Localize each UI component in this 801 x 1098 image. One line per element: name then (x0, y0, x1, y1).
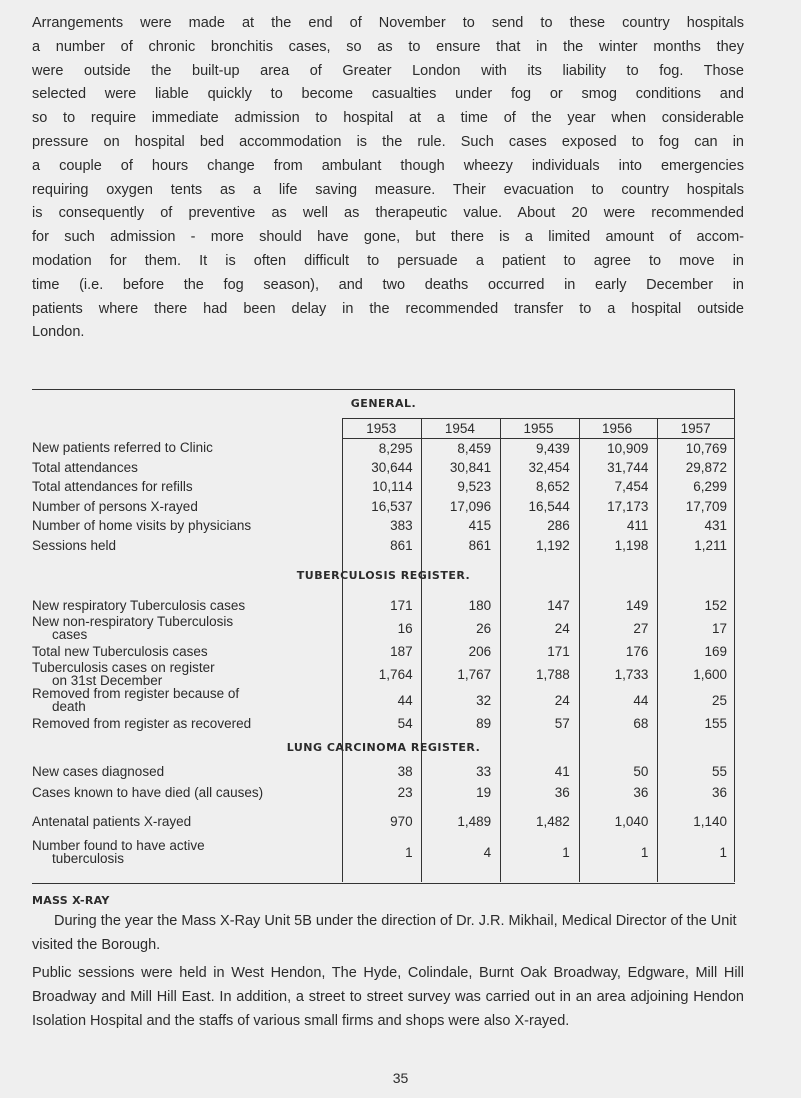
table-cell: 171 (390, 597, 413, 613)
table-cell: 1 (405, 844, 413, 860)
row-label: Total new Tuberculosis cases (32, 643, 208, 659)
table-cell: 10,769 (685, 440, 727, 456)
table-cell: 383 (390, 518, 413, 534)
table-cell: 7,454 (614, 479, 649, 495)
intro-paragraph-line: selected were liable quickly to become casualties under fog or smog conditions and (32, 86, 744, 103)
row-label: Total attendances for refills (32, 479, 193, 495)
intro-paragraph-line: modation for them. It is often difficult to persuade a patient to agree to move in (32, 252, 744, 269)
intro-paragraph-line: requiring oxygen tents as a life saving measure. Their evacuation to country hospitals (32, 181, 744, 198)
table-cell: 9,523 (457, 479, 492, 495)
table-cell: 38 (397, 764, 413, 779)
table-cell: 415 (468, 518, 492, 534)
table-cell: 206 (468, 643, 492, 659)
table-cell: 1 (562, 844, 570, 860)
table-cell: 36 (711, 785, 727, 800)
table-cell: 57 (554, 715, 570, 731)
table-cell: 1,733 (614, 666, 649, 682)
intro-paragraph-line: is consequently of preventive as well as therapeutic value. About 20 were recommended (32, 205, 744, 222)
table-cell: 26 (476, 620, 492, 636)
table-cell: 1,040 (614, 813, 649, 829)
table-cell: 970 (390, 813, 413, 829)
table-cell: 8,295 (378, 440, 413, 456)
row-label: New patients referred to Clinic (32, 440, 213, 456)
table-cell: 44 (397, 692, 413, 708)
row-label: Removed from register because of death (32, 686, 240, 714)
row-label: Antenatal patients X-rayed (32, 813, 192, 829)
table-cell: 1 (640, 844, 649, 860)
year-header: 1953 (342, 418, 421, 438)
table-cell: 1,211 (694, 537, 727, 553)
table-cell: 55 (711, 764, 727, 779)
table-cell: 171 (547, 643, 570, 659)
table-cell: 17,173 (607, 498, 649, 514)
mass-xray-heading: MASS X-RAY (32, 894, 110, 907)
section-heading: LUNG CARCINOMA REGISTER. (286, 740, 481, 754)
table-cell: 861 (468, 537, 492, 553)
table-cell: 23 (397, 785, 413, 800)
table-cell: 1,198 (614, 537, 649, 553)
intro-paragraph-line: Arrangements were made at the end of November to send to these country hospitals (32, 15, 744, 31)
table-row (32, 839, 735, 865)
year-header: 1956 (578, 418, 657, 438)
table-row (32, 687, 735, 713)
table-cell: 187 (390, 643, 413, 659)
intro-paragraph-line: time (i.e. before the fog season), and two deaths occurred in early December in (32, 276, 744, 293)
table-cell: 152 (704, 597, 727, 613)
table-cell: 147 (547, 597, 570, 613)
table-cell: 10,114 (372, 479, 413, 495)
table-cell: 30,644 (371, 459, 413, 475)
row-label: Removed from register as recovered (32, 715, 252, 731)
statistics-table-frame (32, 389, 735, 884)
table-cell: 32 (476, 692, 492, 708)
table-cell: 32,454 (528, 459, 570, 475)
table-cell: 19 (476, 785, 492, 800)
table-cell: 9,439 (535, 440, 570, 456)
intro-paragraph-line: a number of chronic bronchitis cases, so as to ensure that in the winter months they (32, 38, 744, 55)
table-cell: 8,652 (535, 479, 570, 495)
table-row (32, 782, 735, 803)
table-cell: 8,459 (457, 440, 492, 456)
table-cell: 4 (483, 844, 492, 860)
year-header-row (32, 418, 735, 438)
table-row (32, 641, 735, 661)
table-cell: 169 (704, 643, 727, 659)
table-cell: 1,788 (535, 666, 570, 682)
table-cell: 286 (547, 518, 570, 534)
table-cell: 149 (625, 597, 649, 613)
table-cell: 31,744 (607, 459, 649, 475)
table-cell: 180 (468, 597, 492, 613)
section-heading-row (32, 733, 735, 761)
intro-paragraph (32, 12, 744, 345)
table-cell: 41 (554, 764, 570, 779)
table-cell: 36 (633, 785, 649, 800)
table-cell: 6,299 (693, 479, 727, 495)
row-label: New non-respiratory Tuberculosis cases (32, 614, 234, 642)
table-cell: 89 (476, 715, 492, 731)
table-cell: 1,140 (693, 813, 727, 829)
table-cell: 1,600 (693, 666, 727, 682)
intro-paragraph-line: patients where there had been delay in the recommended transfer to a hospital outside (32, 300, 744, 317)
table-cell: 17,709 (685, 498, 727, 514)
intro-paragraph-line: so to require immediate admission to hospital at a time of the year when considerable (32, 110, 744, 127)
table-cell: 155 (704, 715, 727, 731)
table-cell: 27 (633, 620, 649, 636)
intro-paragraph-line: pressure on hospital bed accommodation is the rule. Such cases exposed to fog can in (32, 133, 744, 150)
table-cell: 54 (397, 715, 413, 731)
intro-paragraph-line: London. (32, 324, 85, 341)
row-label: Number found to have active tuberculosis (32, 838, 205, 866)
table-cell: 44 (633, 692, 649, 708)
table-cell: 1,489 (457, 813, 492, 829)
table-cell: 17,096 (449, 498, 492, 514)
row-label: Number of persons X-rayed (32, 498, 198, 514)
table-cell: 431 (704, 518, 727, 534)
table-cell: 16,544 (528, 498, 570, 514)
table-cell: 10,909 (607, 440, 649, 456)
table-cell: 25 (711, 692, 727, 708)
intro-paragraph-line: a couple of hours change from ambulant though wheezy individuals into emergencies (32, 157, 744, 174)
section-heading: GENERAL. (350, 397, 417, 411)
table-row (32, 458, 735, 478)
table-cell: 176 (625, 643, 649, 659)
table-row (32, 803, 735, 839)
mass-xray-paragraph-2: Public sessions were held in West Hendon, The Hyde, Colindale, Burnt Oak Broadway, Edgware, Mill Hill Broadway and Mill Hill East. In addition, a street to street survey was carried out in an area adjoining Hendon Isolation Hospital and the staffs of various small firms and shops were also X-rayed. (32, 965, 744, 1029)
table-cell: 68 (633, 715, 649, 731)
table-row (32, 516, 735, 536)
table-row (32, 615, 735, 641)
table-row (32, 497, 735, 517)
table-cell: 1,482 (535, 813, 570, 829)
table-cell: 16 (397, 620, 413, 636)
row-label: New cases diagnosed (32, 764, 165, 779)
table-cell: 36 (554, 785, 570, 800)
year-header: 1954 (421, 418, 500, 438)
page-number: 35 (392, 1070, 409, 1086)
section-heading: TUBERCULOSIS REGISTER. (296, 568, 471, 582)
table-row (32, 761, 735, 782)
row-label: Total attendances (32, 459, 138, 475)
statistics-table (32, 390, 735, 865)
mass-xray-paragraph-1: During the year the Mass X-Ray Unit 5B under the direction of Dr. J.R. Mikhail, Medical Director of the Unit visited the Borough. (32, 913, 737, 953)
table-cell: 29,872 (685, 459, 727, 475)
table-row (32, 477, 735, 497)
table-row (32, 595, 735, 615)
table-cell: 411 (626, 518, 649, 534)
row-label: Cases known to have died (all causes) (32, 785, 264, 800)
table-cell: 50 (633, 764, 649, 779)
table-row (32, 713, 735, 733)
table-cell: 17 (711, 620, 727, 636)
row-label: Number of home visits by physicians (32, 518, 252, 534)
table-cell: 24 (554, 692, 570, 708)
table-cell: 861 (390, 537, 413, 553)
row-label: New respiratory Tuberculosis cases (32, 597, 246, 613)
table-row (32, 438, 735, 458)
table-cell: 1,764 (378, 666, 413, 682)
table-row (32, 661, 735, 687)
table-cell: 1 (719, 844, 727, 860)
row-label: Tuberculosis cases on register on 31st December (32, 660, 215, 688)
year-header: 1957 (656, 418, 735, 438)
section-heading-row (32, 555, 735, 595)
table-cell: 1,767 (457, 666, 492, 682)
table-cell: 16,537 (371, 498, 413, 514)
intro-paragraph-line: for such admission - more should have gone, but there is a limited amount of accom- (32, 229, 744, 246)
table-cell: 33 (476, 764, 492, 779)
table-cell: 24 (554, 620, 570, 636)
section-heading-row (32, 390, 735, 418)
table-cell: 1,192 (535, 537, 570, 553)
table-cell: 30,841 (449, 459, 492, 475)
row-label: Sessions held (32, 537, 117, 553)
year-header: 1955 (499, 418, 578, 438)
intro-paragraph-line: were outside the built-up area of Greater London with its liability to fog. Those (32, 62, 744, 79)
table-row (32, 536, 735, 556)
